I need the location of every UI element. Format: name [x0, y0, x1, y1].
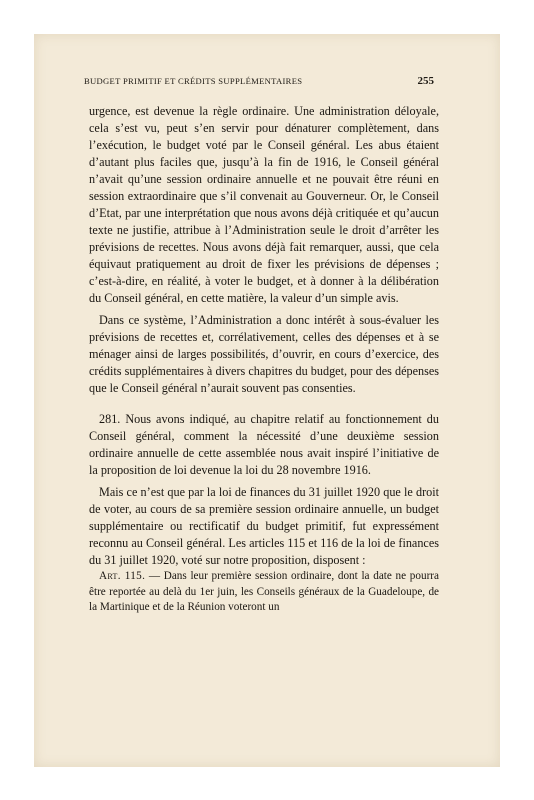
- running-title: BUDGET PRIMITIF ET CRÉDITS SUPPLÉMENTAIRES: [84, 76, 303, 86]
- paragraph: Dans ce système, l’Administration a donc intérêt à sous-évaluer les prévisions de recettes et, corrélativement, celles des dépenses et à se ménager ainsi de larges possibilités, d’ouvrir, en cours d’exercice, des crédits supplémentaires à divers chapitres du budget, pour des dépenses que le Conseil général n’aurait souvent pas consenties.: [89, 313, 439, 395]
- page-number: 255: [417, 75, 434, 87]
- page-body: [89, 103, 439, 616]
- article-label: Art. 115.: [99, 570, 146, 582]
- article-text: — Dans leur première session ordinaire, dont la date ne pourra être reportée au delà du 1er juin, les Conseils généraux de la Guadeloupe, de la Martinique et de la Réunion voteront un: [89, 570, 439, 614]
- section-paragraph: 281. Nous avons indiqué, au chapitre relatif au fonctionnement du Conseil général, comment la nécessité d’une deuxième session ordinaire annuelle de cette assemblée nous avait inspiré l’initiative de la proposition de loi devenue la loi du 28 novembre 1916.: [89, 412, 439, 477]
- article-quote: [89, 569, 439, 616]
- paragraph: Mais ce n’est que par la loi de finances du 31 juillet 1920 que le droit de voter, au cours de sa première session ordinaire annuelle, un budget supplémentaire ou rectificatif du budget primitif, fut expressément reconnu au Conseil général. Les articles 115 et 116 de la loi de finances du 31 juillet 1920, voté sur notre proposition, disposent :: [89, 485, 439, 567]
- running-header: [84, 76, 434, 86]
- paragraph: urgence, est devenue la règle ordinaire. Une administration déloyale, cela s’est vu, peut s’en servir pour dénaturer complètement, dans l’exécution, le budget voté par le Conseil général. Les abus étaient d’autant plus faciles que, jusqu’à la fin de 1916, le Conseil général n’avait qu’une session ordinaire annuelle et ne pouvait être réuni en session extraordinaire que s’il convenait au Gouverneur. Or, le Conseil d’Etat, par une interprétation que nous avons déjà critiquée et qu’aucun texte ne justifie, attribue à l’Administration seule le droit d’arrêter les prévisions de recettes. Nous avons déjà fait remarquer, aussi, que cela équivaut pratiquement au droit de fixer les prévisions de dépenses ; c’est-à-dire, en réalité, à voter le budget, et à donner à la délibération du Conseil général, en cette matière, la valeur d’un simple avis.: [89, 104, 439, 305]
